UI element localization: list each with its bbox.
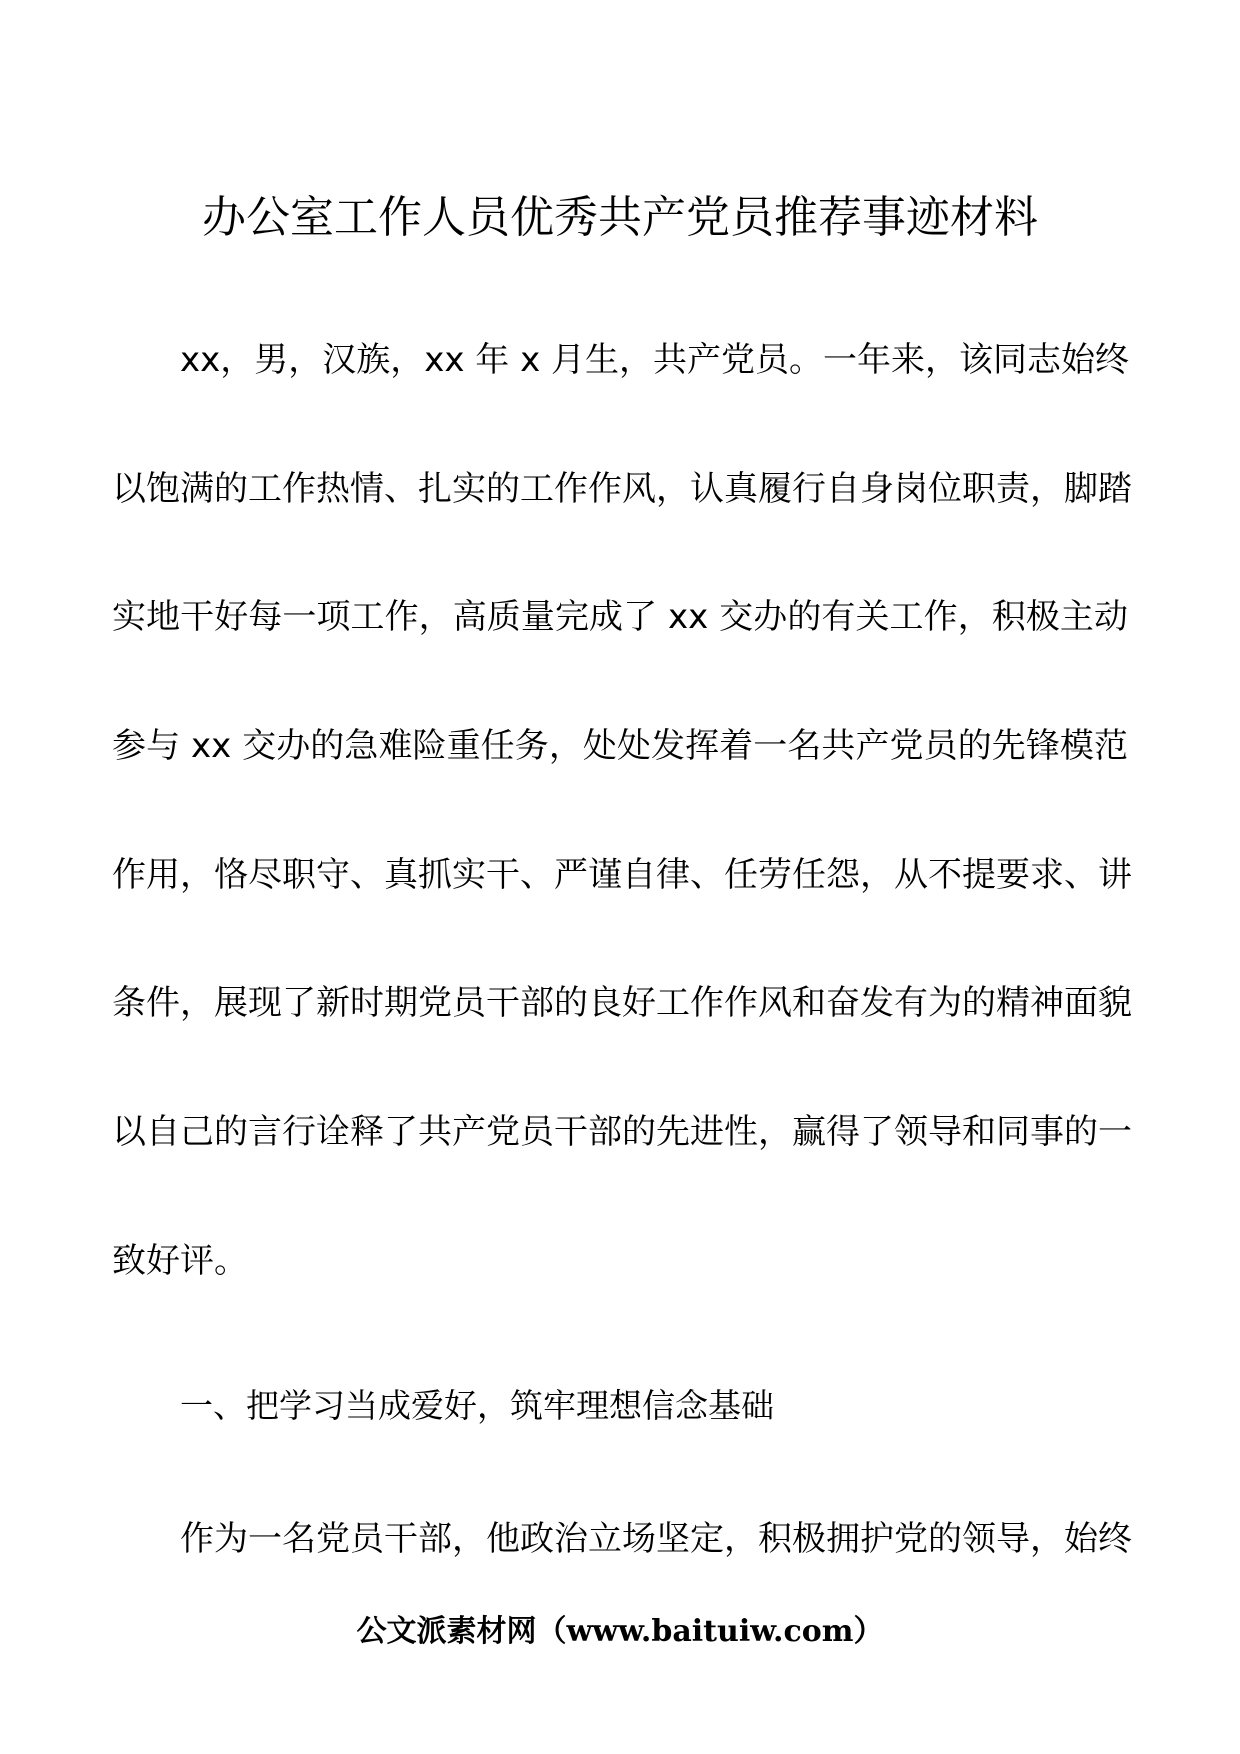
paragraph-line: 作用，恪尽职守、真抓实干、严谨自律、任劳任怨，从不提要求、讲 [112, 855, 1132, 895]
paragraph-line: 条件，展现了新时期党员干部的良好工作作风和奋发有为的精神面貌 [112, 983, 1132, 1023]
paragraph-line: 参与 xx 交办的急难险重任务，处处发挥着一名共产党员的先锋模范 [112, 726, 1128, 766]
paragraph-line: 以自己的言行诠释了共产党员干部的先进性，赢得了领导和同事的一 [112, 1112, 1132, 1152]
paragraph-line: 致好评。 [112, 1241, 248, 1281]
paragraph-line: 实地干好每一项工作，高质量完成了 xx 交办的有关工作，积极主动 [112, 597, 1128, 637]
paragraph-line: xx，男，汉族，xx 年 x 月生，共产党员。一年来，该同志始终 [180, 340, 1130, 380]
paragraph-line: 作为一名党员干部，他政治立场坚定，积极拥护党的领导，始终 [180, 1519, 1132, 1559]
document-title: 办公室工作人员优秀共产党员推荐事迹材料 [202, 192, 1038, 243]
section-heading: 一、把学习当成爱好，筑牢理想信念基础 [180, 1386, 774, 1425]
paragraph-line: 以饱满的工作热情、扎实的工作作风，认真履行自身岗位职责，脚踏 [112, 469, 1132, 509]
page-footer: 公文派素材网（www.baituiw.com） [356, 1614, 884, 1649]
